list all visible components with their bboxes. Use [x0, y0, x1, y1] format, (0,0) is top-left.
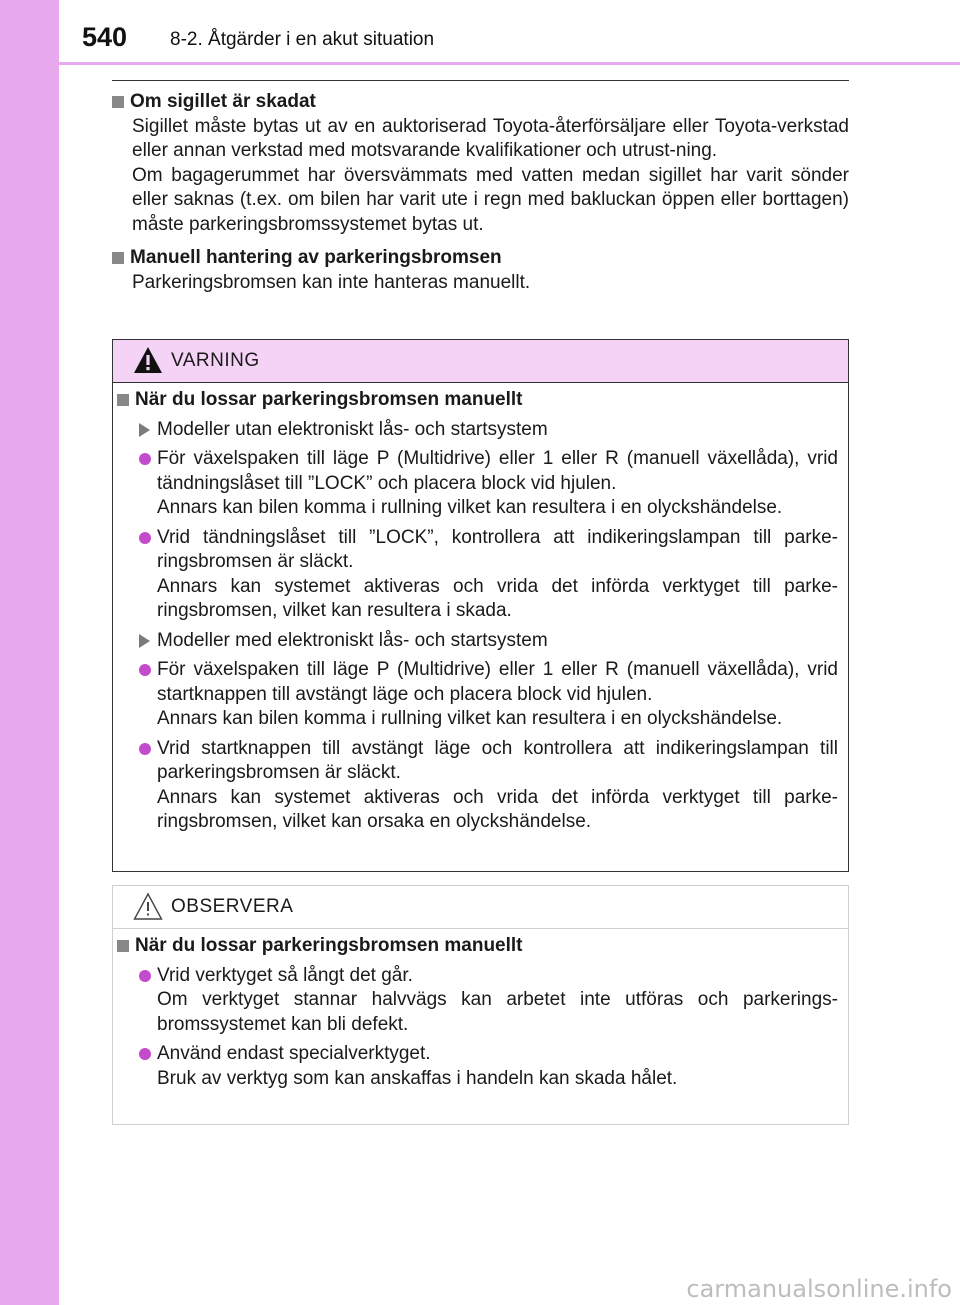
item-text: Modeller utan elektroniskt lås- och startsystem: [157, 418, 548, 440]
square-bullet-icon: [112, 252, 124, 264]
arrow-bullet-icon: [139, 423, 150, 437]
notice-heading: [113, 934, 848, 959]
item-text: Annars kan systemet aktiveras och vrida det införda verktyget till parke-ringsbromsen, vilket kan orsaka en olyckshändelse.: [157, 786, 838, 832]
item-text: Bruk av verktyg som kan anskaffas i handeln kan skada hålet.: [157, 1067, 678, 1089]
square-bullet-icon: [112, 96, 124, 108]
model-item: [113, 418, 848, 443]
warning-body: [113, 388, 848, 835]
notice-heading-text: När du lossar parkeringsbromsen manuellt: [135, 935, 523, 956]
warning-heading: [113, 388, 848, 413]
header-rule: [59, 62, 960, 65]
bullet-item: [113, 526, 848, 624]
item-text: För växelspaken till läge P (Multidrive) eller 1 eller R (manuell växellåda), vrid startknappen till avstängt läge och placera block vid hjulen.: [157, 659, 838, 705]
paragraph: Parkeringsbromsen kan inte hanteras manuellt.: [132, 271, 531, 293]
item-text: Annars kan bilen komma i rullning vilket kan resultera i en olyckshändelse.: [157, 708, 783, 729]
item-text: Modeller med elektroniskt lås- och startsystem: [157, 629, 548, 651]
caution-triangle-icon: [133, 892, 163, 920]
page-number: 540: [82, 22, 128, 52]
content-top-rule: [112, 80, 849, 81]
dot-bullet-icon: [139, 453, 151, 465]
item-text: Använd endast specialverktyget.: [157, 1043, 431, 1064]
section-heading: [112, 246, 849, 271]
bullet-item: [113, 658, 848, 732]
bullet-item: [113, 964, 848, 1038]
warning-title: VARNING: [171, 350, 260, 371]
bullet-item: [113, 1042, 848, 1091]
model-item: [113, 629, 848, 654]
notice-header: [113, 886, 848, 929]
arrow-bullet-icon: [139, 634, 150, 648]
dot-bullet-icon: [139, 970, 151, 982]
dot-bullet-icon: [139, 664, 151, 676]
item-text: Vrid verktyget så långt det går.: [157, 964, 413, 986]
notice-box: [112, 885, 849, 1125]
item-text: Annars kan bilen komma i rullning vilket kan resultera i en olyckshändelse.: [157, 497, 783, 518]
section-heading-text: Manuell hantering av parkeringsbromsen: [130, 247, 502, 268]
section-heading: [112, 90, 849, 115]
warning-header: [113, 340, 848, 383]
item-text: Annars kan systemet aktiveras och vrida det införda verktyget till parke-ringsbromsen, vilket kan resultera i skada.: [157, 575, 838, 621]
warning-heading-text: När du lossar parkeringsbromsen manuellt: [135, 389, 523, 410]
item-text: Om verktyget stannar halvvägs kan arbetet inte utföras och parkerings-bromssystemet kan bli defekt.: [157, 989, 838, 1035]
square-bullet-icon: [117, 394, 129, 406]
dot-bullet-icon: [139, 743, 151, 755]
bullet-item: [113, 447, 848, 521]
section-title: 8-2. Åtgärder i en akut situation: [170, 29, 435, 50]
dot-bullet-icon: [139, 532, 151, 544]
notice-title: OBSERVERA: [171, 896, 294, 917]
paragraph: Om bagagerummet har översvämmats med vatten medan sigillet har varit sönder eller saknas (t.ex. om bilen har varit ute i regn med bakluckan öppen eller borttagen) måste parkeringsbromssystemet bytas ut.: [132, 164, 849, 235]
notice-body: [113, 934, 848, 1091]
bullet-item: [113, 737, 848, 835]
section-heading-text: Om sigillet är skadat: [130, 91, 316, 112]
dot-bullet-icon: [139, 1048, 151, 1060]
item-text: För växelspaken till läge P (Multidrive) eller 1 eller R (manuell växellåda), vrid tändningslåset till ”LOCK” och placera block vid hjulen.: [157, 448, 838, 494]
square-bullet-icon: [117, 940, 129, 952]
main-content: [112, 90, 849, 295]
watermark: carmanualsonline.info: [686, 1275, 952, 1303]
warning-triangle-icon: [133, 346, 163, 374]
left-color-bar: [0, 0, 59, 1305]
warning-box: [112, 339, 849, 872]
item-text: Vrid tändningslåset till ”LOCK”, kontrollera att indikeringslampan till parke-ringsbromsen är släckt.: [157, 526, 838, 572]
item-text: Vrid startknappen till avstängt läge och kontrollera att indikeringslampan till parkeringsbromsen är släckt.: [157, 737, 838, 783]
paragraph: Sigillet måste bytas ut av en auktoriserad Toyota-återförsäljare eller Toyota-verkstad eller annan verkstad med motsvarande kvalifikationer och utrust-ning.: [132, 115, 849, 161]
